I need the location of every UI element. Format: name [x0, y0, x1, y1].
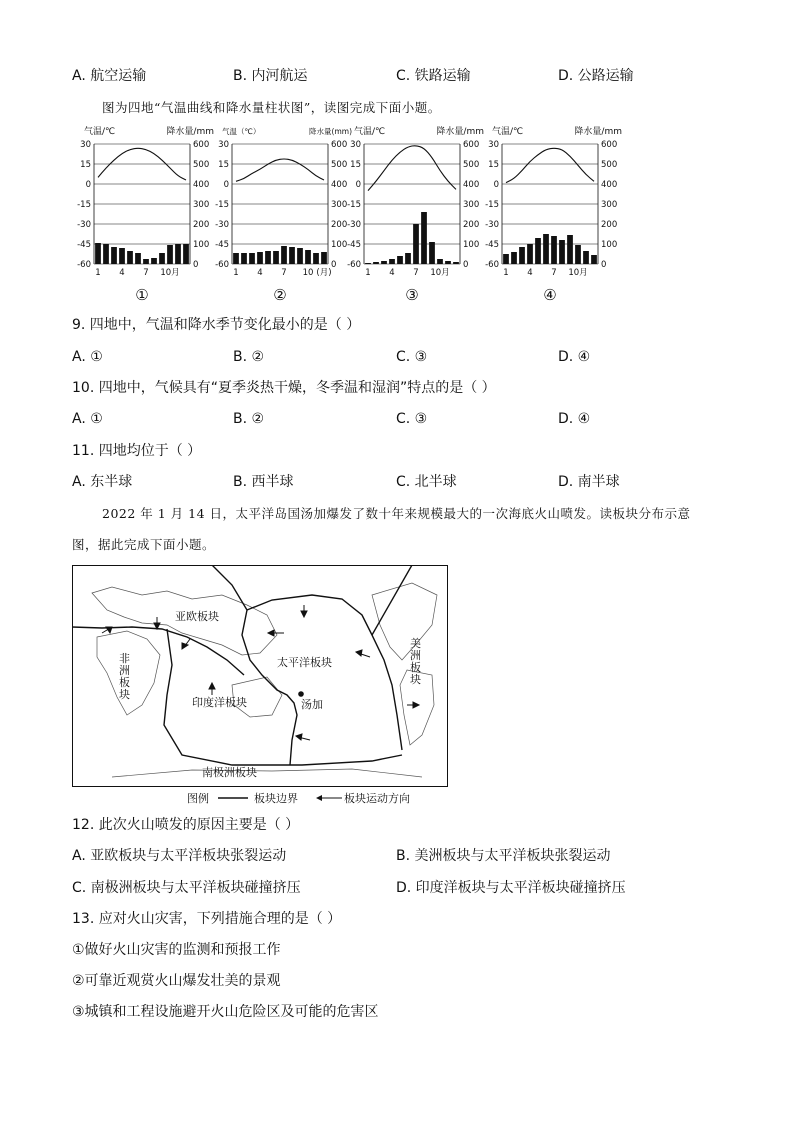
precip-bar — [135, 253, 141, 264]
month-tick-label: 10月 — [430, 268, 450, 278]
q9-stem: 9. 四地中，气温和降水季节变化最小的是（ ） — [72, 317, 361, 333]
precip-tick-label: 600 — [601, 140, 618, 150]
temp-tick-label: 30 — [488, 140, 499, 150]
precip-bar — [503, 254, 509, 264]
q10-option-b: B. ② — [233, 411, 265, 427]
temperature-curve — [236, 159, 324, 181]
label-africa-plate-3: 板 — [119, 676, 130, 689]
temp-tick-label: 0 — [85, 180, 91, 190]
month-tick-label: 10 — [302, 268, 314, 278]
precip-bar — [543, 234, 549, 264]
label-pacific-plate: 太平洋板块 — [277, 656, 332, 669]
precip-bar — [381, 261, 387, 264]
temp-tick-label: -60 — [77, 260, 91, 270]
climate-chart-3 — [342, 122, 492, 310]
climate-intro: 图为四地“气温曲线和降水量柱状图”，读图完成下面小题。 — [102, 100, 441, 115]
precip-bar — [151, 258, 157, 264]
climate-chart-3-svg — [342, 122, 492, 310]
temp-tick-label: 0 — [493, 180, 499, 190]
precip-bar — [453, 262, 459, 264]
precip-tick-label: 400 — [463, 180, 480, 190]
precip-bar — [405, 253, 411, 264]
q12-option-c: C. 南极洲板块与太平洋板块碰撞挤压 — [72, 880, 301, 896]
chart-number-label: ① — [135, 286, 149, 304]
q10-stem: 10. 四地中，气候具有“夏季炎热干燥，冬季温和湿润”特点的是（ ） — [72, 380, 496, 396]
q12-option-d: D. 印度洋板块与太平洋板块碰撞挤压 — [396, 880, 626, 896]
precip-bar — [273, 251, 279, 264]
q11-option-c: C. 北半球 — [396, 474, 457, 490]
month-tick-label: 10月 — [568, 268, 588, 278]
month-tick-label: 1 — [365, 268, 371, 278]
precip-tick-label: 500 — [193, 160, 210, 170]
precip-tick-label: 400 — [193, 180, 210, 190]
q12-stem: 12. 此次火山喷发的原因主要是（ ） — [72, 817, 300, 833]
temp-axis-title: 气温/℃ — [354, 127, 386, 137]
q13-item-1: ①做好火山灾害的监测和预报工作 — [72, 942, 281, 958]
precip-bar — [389, 259, 395, 264]
precip-bar — [249, 253, 255, 264]
temp-axis-title: 气温（℃） — [222, 127, 261, 136]
precip-bar — [159, 253, 165, 264]
temp-tick-label: 15 — [80, 160, 91, 170]
precip-tick-label: 600 — [193, 140, 210, 150]
q11-option-a: A. 东半球 — [72, 474, 133, 490]
temp-tick-label: -60 — [215, 260, 229, 270]
tonga-marker — [298, 691, 304, 697]
precip-bar — [175, 244, 181, 264]
precip-bar — [519, 247, 525, 264]
label-america-plate-3: 板 — [410, 661, 421, 674]
temp-tick-label: 0 — [355, 180, 361, 190]
label-antarctic-plate: 南极洲板块 — [202, 766, 257, 779]
precip-bar — [527, 244, 533, 264]
plate-map-svg — [72, 565, 448, 807]
volcano-intro-line2: 图，据此完成下面小题。 — [72, 537, 216, 552]
temp-tick-label: -30 — [215, 220, 229, 230]
precip-bar — [305, 250, 311, 264]
precip-tick-label: 500 — [331, 160, 348, 170]
plate-map — [72, 565, 448, 807]
q11-option-d: D. 南半球 — [558, 474, 620, 490]
precip-bar — [365, 263, 371, 264]
precip-bar — [445, 261, 451, 264]
temp-tick-label: 30 — [218, 140, 229, 150]
precip-tick-label: 300 — [331, 200, 348, 210]
label-tonga: 汤加 — [301, 698, 323, 711]
precip-tick-label: 100 — [463, 240, 480, 250]
precip-tick-label: 100 — [193, 240, 210, 250]
precip-bar — [511, 252, 517, 264]
precip-bar — [429, 242, 435, 264]
month-tick-label: 4 — [119, 268, 125, 278]
q9-option-b: B. ② — [233, 349, 265, 365]
month-tick-label: 7 — [143, 268, 149, 278]
month-tick-label: 4 — [527, 268, 533, 278]
label-africa-plate-1: 非 — [119, 652, 130, 665]
q8-option-c: C. 铁路运输 — [396, 68, 471, 84]
temp-tick-label: -15 — [485, 200, 499, 210]
precip-bar — [297, 248, 303, 264]
precip-bar — [583, 251, 589, 264]
precip-tick-label: 200 — [463, 220, 480, 230]
temp-axis-title: 气温/℃ — [84, 127, 116, 137]
precip-tick-label: 0 — [601, 260, 607, 270]
precip-tick-label: 200 — [601, 220, 618, 230]
precip-tick-label: 0 — [331, 260, 337, 270]
month-tick-label: 10月 — [160, 268, 180, 278]
month-tick-label: 4 — [389, 268, 395, 278]
month-tick-label: 7 — [281, 268, 287, 278]
temperature-curve — [506, 148, 594, 182]
precip-tick-label: 0 — [193, 260, 199, 270]
q13-item-3: ③城镇和工程设施避开火山危险区及可能的危害区 — [72, 1004, 379, 1020]
temp-tick-label: -60 — [347, 260, 361, 270]
q11-option-b: B. 西半球 — [233, 474, 294, 490]
temp-tick-label: 30 — [80, 140, 91, 150]
month-tick-label: 1 — [503, 268, 509, 278]
climate-chart-1-svg — [72, 122, 222, 310]
temp-tick-label: -45 — [347, 240, 361, 250]
q12-option-b: B. 美洲板块与太平洋板块张裂运动 — [396, 848, 611, 864]
precip-bar — [111, 247, 117, 264]
precip-bar — [313, 253, 319, 264]
precip-axis-title: 降水量/mm — [166, 127, 214, 137]
temp-tick-label: -45 — [485, 240, 499, 250]
q11-stem: 11. 四地均位于（ ） — [72, 443, 202, 459]
chart-number-label: ② — [273, 286, 287, 304]
precip-bar — [397, 256, 403, 264]
precip-tick-label: 100 — [331, 240, 348, 250]
precip-tick-label: 400 — [331, 180, 348, 190]
precip-bar — [167, 245, 173, 264]
legend-arrowhead — [316, 795, 322, 801]
precip-tick-label: 200 — [331, 220, 348, 230]
precip-bar — [241, 253, 247, 264]
precip-bar — [373, 262, 379, 264]
precip-tick-label: 100 — [601, 240, 618, 250]
chart-number-label: ④ — [543, 286, 557, 304]
climate-chart-2 — [210, 122, 360, 310]
label-africa-plate-4: 块 — [119, 688, 130, 701]
label-america-plate-4: 块 — [410, 673, 421, 686]
label-indian-plate: 印度洋板块 — [192, 696, 247, 709]
temp-tick-label: 0 — [223, 180, 229, 190]
precip-bar — [591, 255, 597, 264]
precip-tick-label: 500 — [463, 160, 480, 170]
legend-direction-label: 板块运动方向 — [344, 792, 410, 805]
month-tick-label: 4 — [257, 268, 263, 278]
q10-option-a: A. ① — [72, 411, 103, 427]
q8-option-d: D. 公路运输 — [558, 68, 634, 84]
label-africa-plate-2: 洲 — [119, 664, 130, 677]
q9-option-c: C. ③ — [396, 349, 428, 365]
q13-item-2: ②可靠近观赏火山爆发壮美的景观 — [72, 973, 281, 989]
precip-bar — [281, 246, 287, 264]
temp-tick-label: -45 — [77, 240, 91, 250]
precip-bar — [265, 251, 271, 264]
label-america-plate-2: 洲 — [410, 649, 421, 662]
temp-axis-title: 气温/℃ — [492, 127, 524, 137]
legend-title: 图例 — [187, 792, 209, 805]
temp-tick-label: -30 — [347, 220, 361, 230]
climate-chart-4 — [480, 122, 630, 310]
chart-number-label: ③ — [405, 286, 419, 304]
temp-tick-label: -15 — [215, 200, 229, 210]
temp-tick-label: -60 — [485, 260, 499, 270]
precip-tick-label: 300 — [601, 200, 618, 210]
precip-bar — [321, 252, 327, 264]
precip-axis-title: 降水量/mm — [436, 127, 484, 137]
month-tick-label: (月) — [316, 268, 332, 278]
climate-chart-2-svg — [210, 122, 360, 310]
month-tick-label: 1 — [95, 268, 101, 278]
precip-bar — [437, 259, 443, 264]
month-tick-label: 7 — [551, 268, 557, 278]
temp-tick-label: -30 — [77, 220, 91, 230]
precip-tick-label: 300 — [193, 200, 210, 210]
precip-tick-label: 300 — [463, 200, 480, 210]
precip-tick-label: 400 — [601, 180, 618, 190]
precip-bar — [233, 253, 239, 264]
q10-option-d: D. ④ — [558, 411, 591, 427]
precip-tick-label: 600 — [331, 140, 348, 150]
q9-option-d: D. ④ — [558, 349, 591, 365]
precip-tick-label: 500 — [601, 160, 618, 170]
temp-tick-label: -30 — [485, 220, 499, 230]
temp-tick-label: 15 — [218, 160, 229, 170]
precip-tick-label: 600 — [463, 140, 480, 150]
q8-option-a: A. 航空运输 — [72, 68, 147, 84]
q13-stem: 13. 应对火山灾害，下列措施合理的是（ ） — [72, 911, 342, 927]
precip-axis-title: 降水量(mm) — [309, 127, 352, 136]
temp-tick-label: 15 — [350, 160, 361, 170]
precip-bar — [183, 244, 189, 264]
q8-option-b: B. 内河航运 — [233, 68, 308, 84]
precip-bar — [559, 240, 565, 264]
precip-bar — [103, 244, 109, 264]
q12-option-a: A. 亚欧板块与太平洋板块张裂运动 — [72, 848, 287, 864]
q10-option-c: C. ③ — [396, 411, 428, 427]
precip-bar — [119, 248, 125, 264]
precip-axis-title: 降水量/mm — [574, 127, 622, 137]
precip-bar — [95, 243, 101, 264]
q9-option-a: A. ① — [72, 349, 103, 365]
precip-tick-label: 200 — [193, 220, 210, 230]
label-america-plate-1: 美 — [410, 637, 421, 650]
precip-bar — [535, 238, 541, 264]
temp-tick-label: -15 — [77, 200, 91, 210]
precip-bar — [421, 212, 427, 264]
temp-tick-label: -15 — [347, 200, 361, 210]
month-tick-label: 7 — [413, 268, 419, 278]
precip-bar — [551, 236, 557, 264]
precip-bar — [413, 224, 419, 264]
climate-chart-1 — [72, 122, 222, 310]
legend-boundary-label: 板块边界 — [254, 792, 298, 805]
precip-bar — [575, 245, 581, 264]
temp-tick-label: 30 — [350, 140, 361, 150]
month-tick-label: 1 — [233, 268, 239, 278]
precip-bar — [257, 252, 263, 264]
label-eurasia-plate: 亚欧板块 — [175, 610, 219, 623]
climate-chart-4-svg — [480, 122, 630, 310]
precip-bar — [289, 247, 295, 264]
volcano-intro-line1: 2022 年 1 月 14 日，太平洋岛国汤加爆发了数十年来规模最大的一次海底火山喷发。读板块分布示意 — [102, 506, 691, 521]
precip-bar — [567, 235, 573, 264]
temp-tick-label: 15 — [488, 160, 499, 170]
precip-bar — [143, 259, 149, 264]
precip-bar — [127, 251, 133, 264]
temp-tick-label: -45 — [215, 240, 229, 250]
precip-tick-label: 0 — [463, 260, 469, 270]
